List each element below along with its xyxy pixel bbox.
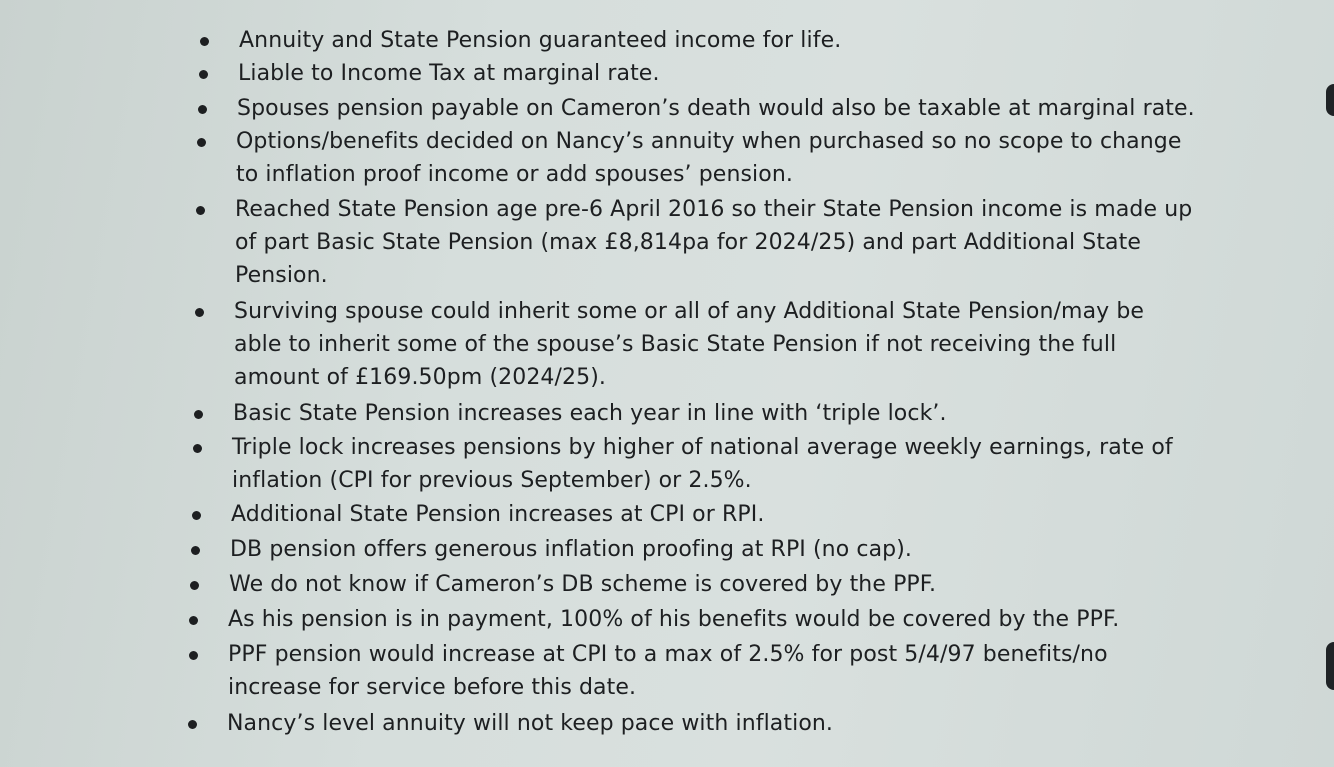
list-item xyxy=(236,125,1334,191)
bullet-icon xyxy=(194,410,203,419)
bullet-icon xyxy=(189,616,198,625)
bullet-icon xyxy=(198,105,207,114)
list-item xyxy=(238,57,1334,90)
list-item xyxy=(233,397,1334,430)
list-item xyxy=(237,92,1334,125)
list-item xyxy=(232,431,1334,497)
bullet-icon xyxy=(200,37,209,46)
list-item xyxy=(234,295,1334,394)
list-item-text: PPF pension would increase at CPI to a max of 2.5% for post 5/4/97 benefits/no increase for service before this date. xyxy=(228,642,1108,700)
list-item-text: Reached State Pension age pre-6 April 2016 so their State Pension income is made up of part Basic State Pension (max £8,814pa for 2024/25) and part Additional State Pension. xyxy=(235,197,1193,288)
list-item-text: DB pension offers generous inflation proofing at RPI (no cap). xyxy=(230,537,912,562)
bullet-icon xyxy=(189,651,198,660)
list-item-text: Spouses pension payable on Cameron’s death would also be taxable at marginal rate. xyxy=(237,96,1195,121)
list-item-text: Additional State Pension increases at CPI or RPI. xyxy=(231,502,765,527)
list-item xyxy=(230,533,1334,566)
list-item-text: Annuity and State Pension guaranteed income for life. xyxy=(239,28,842,53)
list-item-text: Surviving spouse could inherit some or all of any Additional State Pension/may be able to inherit some of the spouse’s Basic State Pension if not receiving the full amount of £169.50pm (2024/25). xyxy=(234,299,1145,390)
binder-edge-mark-bottom xyxy=(1326,642,1334,690)
list-item xyxy=(227,707,1334,740)
list-item-text: Basic State Pension increases each year in line with ‘triple lock’. xyxy=(233,401,947,426)
list-item-text: Nancy’s level annuity will not keep pace with inflation. xyxy=(227,711,834,736)
list-item-text: Triple lock increases pensions by higher of national average weekly earnings, rate of inflation (CPI for previous September) or 2.5%. xyxy=(232,435,1173,493)
list-item xyxy=(239,24,1334,57)
binder-edge-mark-top xyxy=(1326,84,1334,116)
bullet-icon xyxy=(197,138,206,147)
list-item xyxy=(228,638,1334,704)
bullet-icon xyxy=(193,444,202,453)
bullet-icon xyxy=(190,581,199,590)
bullet-icon xyxy=(191,546,200,555)
list-item xyxy=(228,603,1334,636)
list-item-text: We do not know if Cameron’s DB scheme is covered by the PPF. xyxy=(229,572,937,597)
bullet-icon xyxy=(192,511,201,520)
list-item xyxy=(229,568,1334,601)
bullet-icon xyxy=(195,308,204,317)
list-item-text: Options/benefits decided on Nancy’s annuity when purchased so no scope to change to inflation proof income or add spouses’ pension. xyxy=(236,129,1182,187)
list-item xyxy=(231,498,1334,531)
bullet-icon xyxy=(196,206,205,215)
list-item-text: Liable to Income Tax at marginal rate. xyxy=(238,61,660,86)
bullet-icon xyxy=(199,70,208,79)
list-item-text: As his pension is in payment, 100% of his benefits would be covered by the PPF. xyxy=(228,607,1120,632)
bullet-list xyxy=(0,24,1334,740)
bullet-icon xyxy=(188,720,197,729)
list-item xyxy=(235,193,1334,292)
